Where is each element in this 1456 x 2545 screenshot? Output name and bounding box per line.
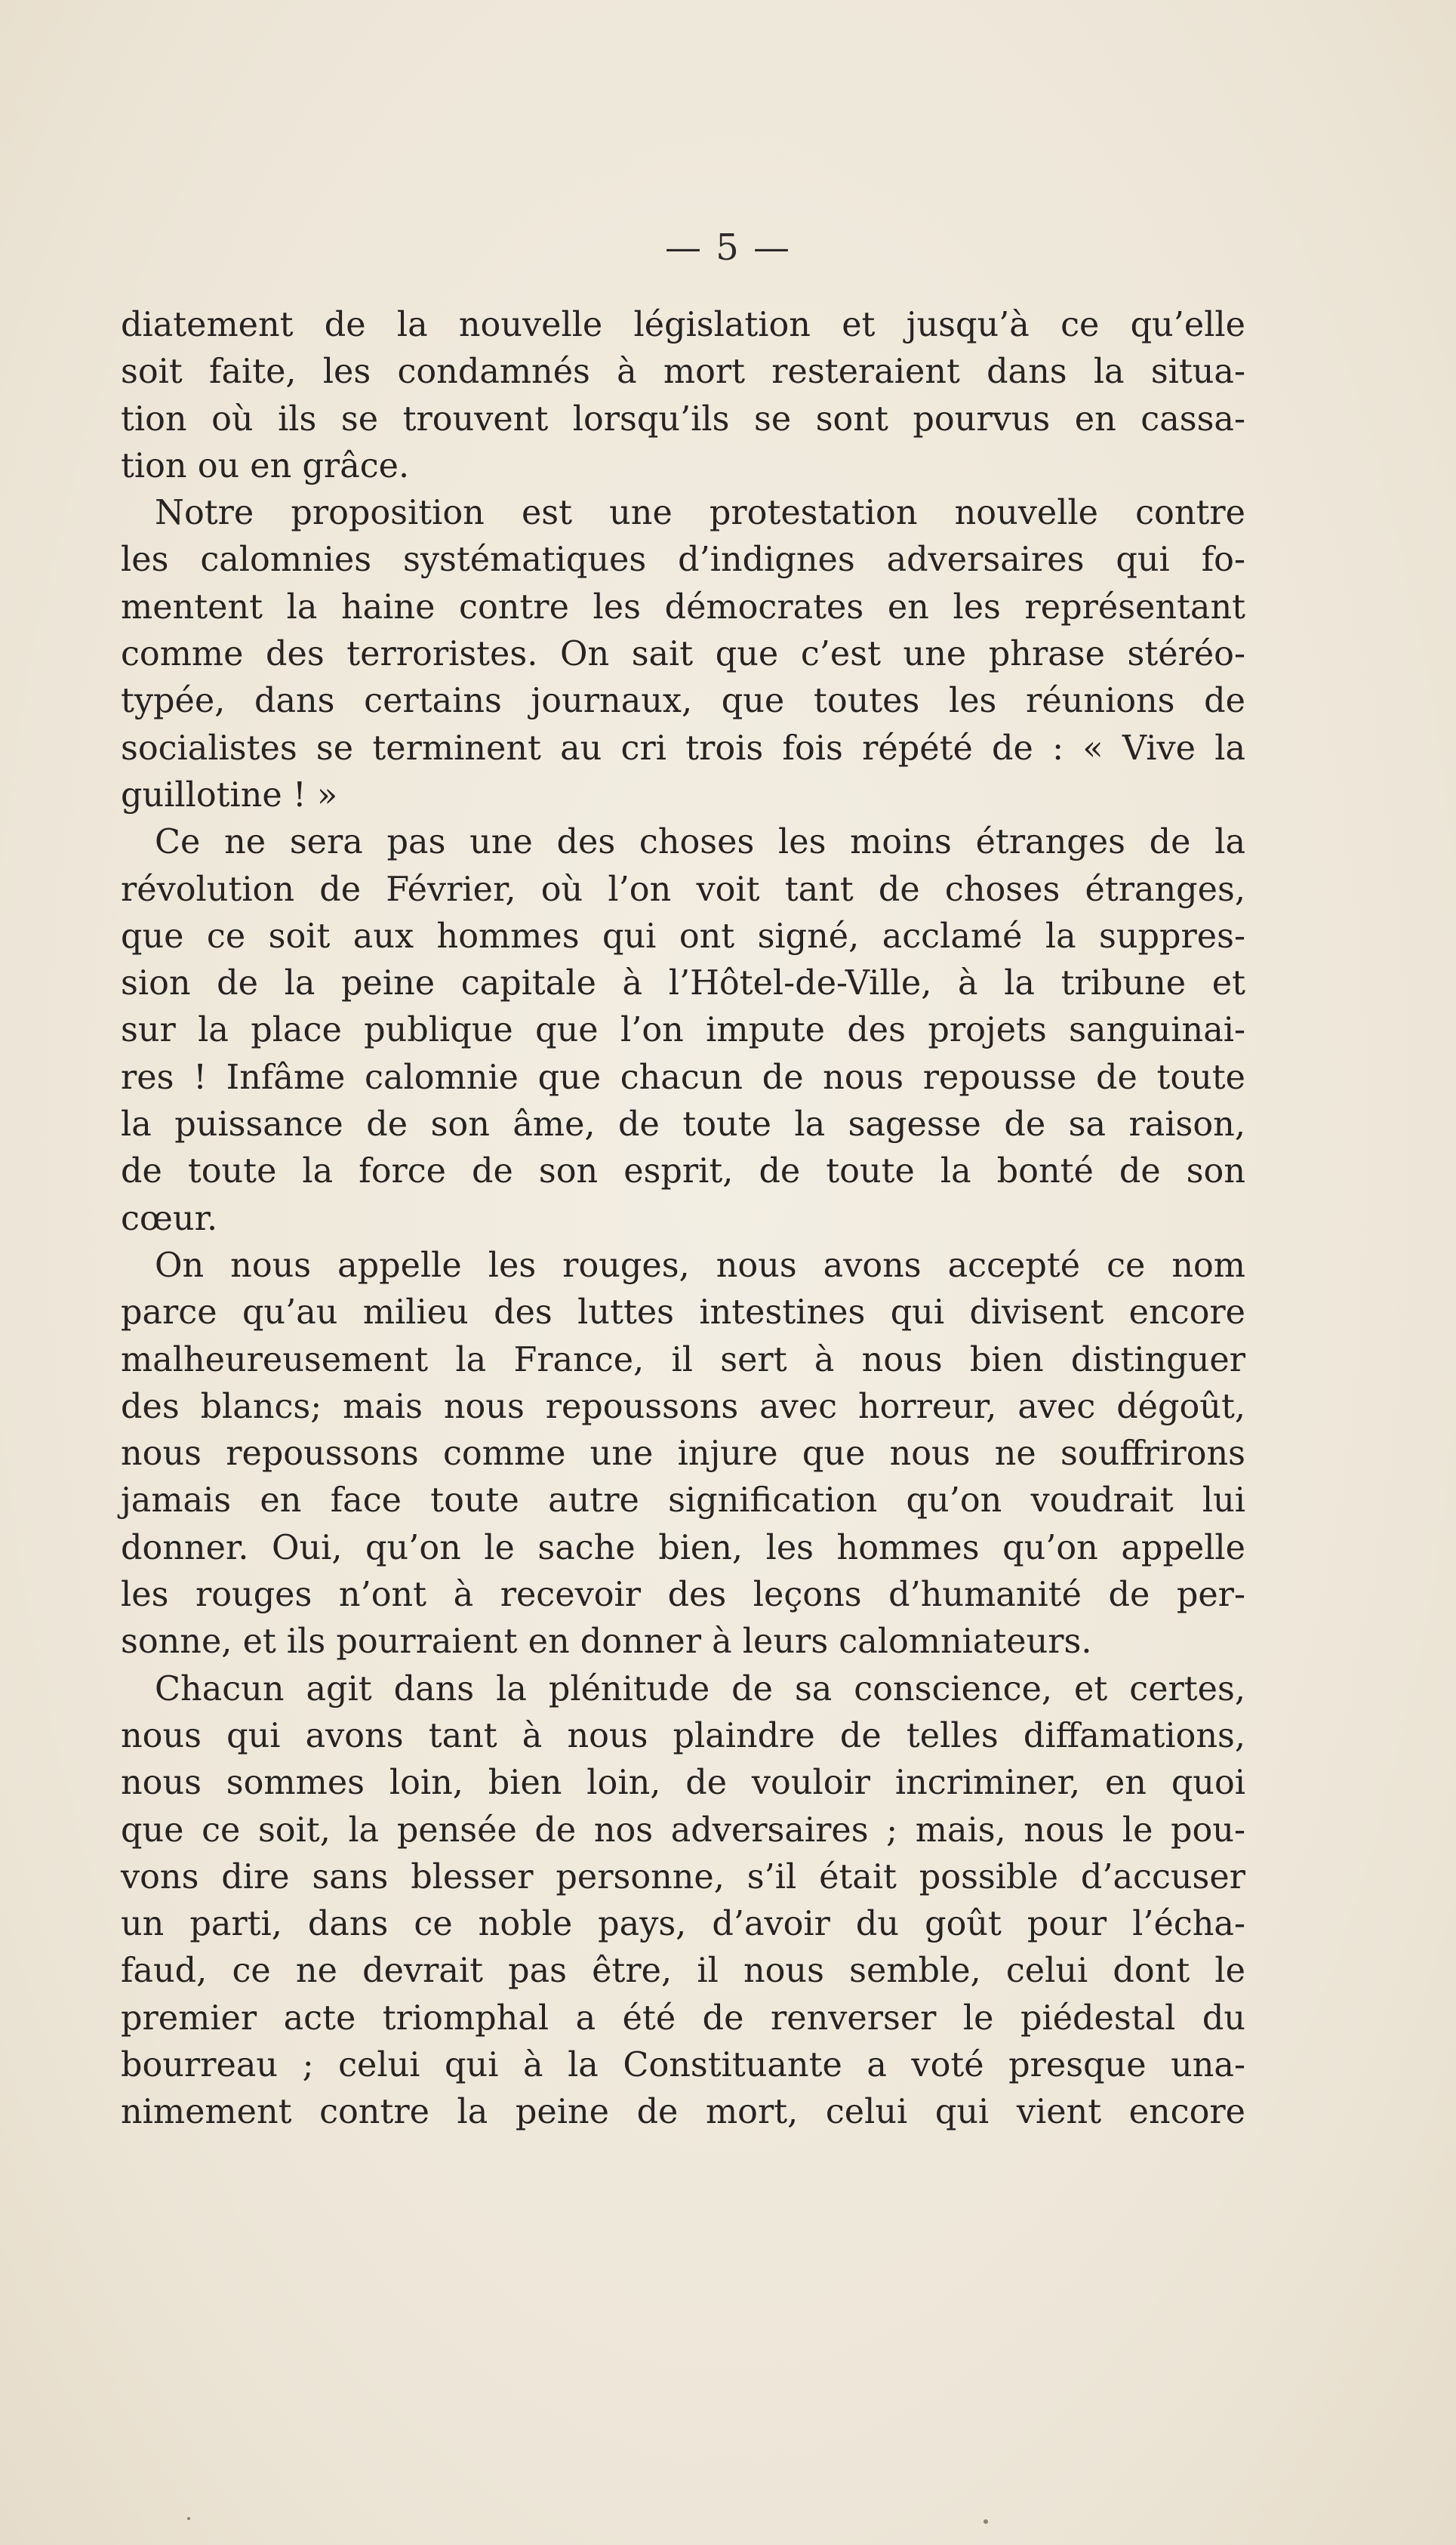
text-line: sonne, et ils pourraient en donner à leurs calomniateurs.: [121, 1622, 1092, 1662]
text-line: faud, ce ne devrait pas être, il nous semble, celui dont le: [121, 1952, 1245, 1991]
body-text: [121, 302, 1245, 2137]
text-line: nous qui avons tant à nous plaindre de telles diffamations,: [121, 1716, 1245, 1755]
text-line: parce qu’au milieu des luttes intestines qui divisent encore: [121, 1293, 1245, 1333]
text-line: un parti, dans ce noble pays, d’avoir du goût pour l’écha-: [121, 1905, 1245, 1944]
text-line: typée, dans certains journaux, que toutes les réunions de: [121, 682, 1245, 721]
text-line: que ce soit aux hommes qui ont signé, acclamé la suppres-: [121, 917, 1245, 956]
text-line: cœur.: [121, 1199, 218, 1238]
text-line: diatement de la nouvelle législation et jusqu’à ce qu’elle: [121, 306, 1245, 344]
text-line: donner. Oui, qu’on le sache bien, les hommes qu’on appelle: [121, 1528, 1245, 1567]
text-line: bourreau ; celui qui à la Constituante a voté presque una-: [121, 2045, 1245, 2084]
text-line: révolution de Février, où l’on voit tant de choses étranges,: [121, 870, 1245, 909]
text-line: sion de la peine capitale à l’Hôtel-de-Ville, à la tribune et: [121, 964, 1245, 1003]
text-line: Notre proposition est une protestation nouvelle contre: [155, 494, 1245, 533]
text-line: les calomnies systématiques d’indignes adversaires qui fo-: [121, 541, 1245, 580]
text-line: que ce soit, la pensée de nos adversaires ; mais, nous le pou-: [121, 1810, 1245, 1850]
text-line: res ! Infâme calomnie que chacun de nous repousse de toute: [121, 1058, 1245, 1097]
text-line: sur la place publique que l’on impute des projets sanguinai-: [121, 1011, 1245, 1050]
text-line: socialistes se terminent au cri trois fois répété de : « Vive la: [121, 729, 1245, 768]
text-line: de toute la force de son esprit, de toute la bonté de son: [121, 1152, 1245, 1191]
text-line: nimement contre la peine de mort, celui qui vient encore: [121, 2093, 1245, 2132]
text-line: des blancs; mais nous repoussons avec horreur, avec dégoût,: [121, 1387, 1245, 1426]
text-line: guillotine ! »: [121, 775, 338, 815]
text-line: Ce ne sera pas une des choses les moins étranges de la: [155, 823, 1245, 862]
text-line: jamais en face toute autre signification qu’on voudrait lui: [121, 1481, 1245, 1521]
text-line: tion ou en grâce.: [121, 446, 410, 485]
paper-speck: [983, 2519, 988, 2524]
text-line: soit faite, les condamnés à mort resteraient dans la situa-: [121, 353, 1245, 392]
paper-speck: [187, 2517, 190, 2520]
text-line: malheureusement la France, il sert à nous bien distinguer: [121, 1340, 1245, 1379]
text-line: nous sommes loin, bien loin, de vouloir incriminer, en quoi: [121, 1764, 1245, 1803]
text-line: nous repoussons comme une injure que nous ne souffrirons: [121, 1434, 1245, 1474]
text-line: Chacun agit dans la plénitude de sa conscience, et certes,: [155, 1669, 1245, 1708]
page-number: — 5 —: [664, 226, 792, 269]
text-line: la puissance de son âme, de toute la sagesse de sa raison,: [121, 1105, 1245, 1145]
text-line: comme des terroristes. On sait que c’est une phrase stéréo-: [121, 635, 1245, 674]
text-line: mentent la haine contre les démocrates en les représentant: [121, 587, 1245, 627]
text-line: tion où ils se trouvent lorsqu’ils se sont pourvus en cassa-: [121, 399, 1245, 439]
text-line: premier acte triomphal a été de renverser le piédestal du: [121, 1998, 1245, 2038]
text-line: vons dire sans blesser personne, s’il était possible d’accuser: [121, 1857, 1245, 1896]
text-line: les rouges n’ont à recevoir des leçons d’humanité de per-: [121, 1576, 1245, 1615]
text-line: On nous appelle les rouges, nous avons accepté ce nom: [155, 1246, 1245, 1285]
